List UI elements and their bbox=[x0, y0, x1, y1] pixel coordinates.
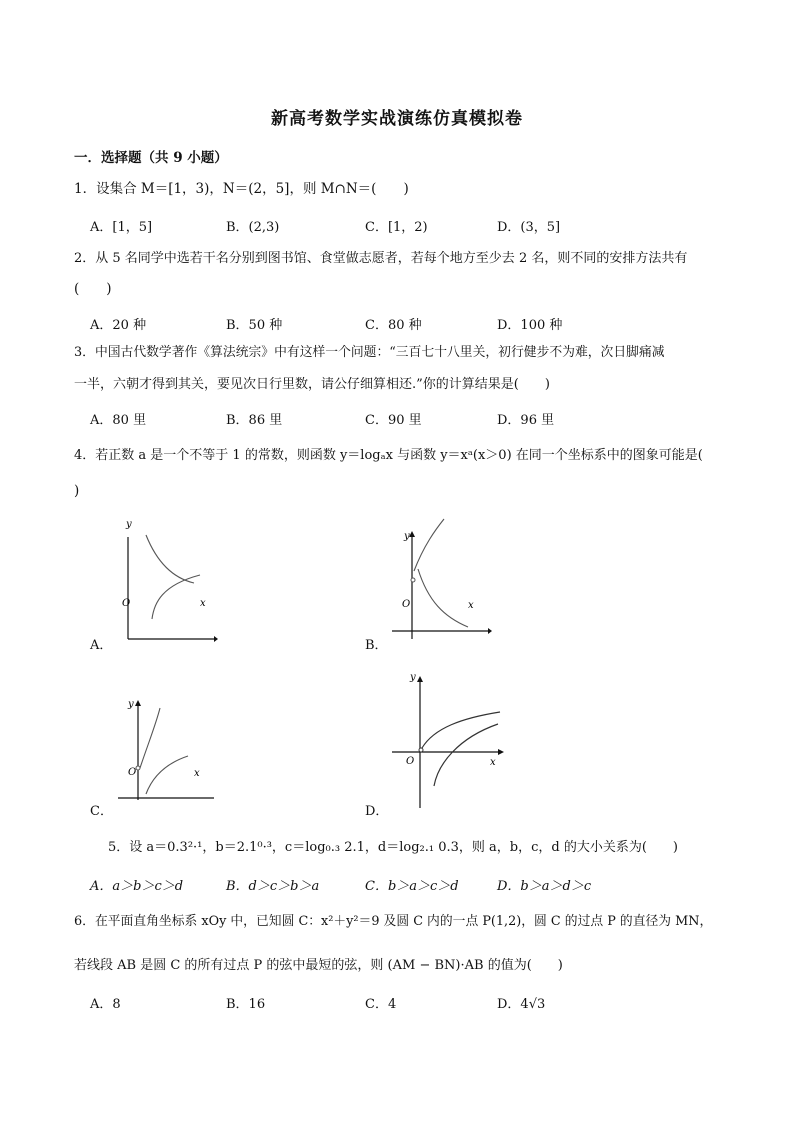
q1-option-c[interactable]: C．[1，2) bbox=[365, 220, 428, 235]
graph-d-x-label: x bbox=[490, 757, 496, 768]
graph-a-y-label: y bbox=[126, 519, 132, 530]
graph-a-origin-label: O bbox=[122, 598, 131, 609]
graph-d-origin-label: O bbox=[406, 756, 415, 767]
q5-option-b[interactable]: B．d＞c＞b＞a bbox=[226, 879, 320, 894]
q2-option-b[interactable]: B．50 种 bbox=[226, 318, 283, 333]
graph-b-label: B． bbox=[365, 638, 388, 653]
section-heading: 一．选择题（共 9 小题） bbox=[74, 150, 228, 166]
q5-option-d[interactable]: D．b＞a＞d＞c bbox=[497, 879, 592, 894]
graph-c[interactable] bbox=[118, 688, 218, 808]
q6-option-d[interactable]: D．4√3 bbox=[497, 997, 546, 1012]
q5-option-c[interactable]: C．b＞a＞c＞d bbox=[365, 879, 459, 894]
graph-b-y-label: y bbox=[404, 531, 410, 542]
graph-a[interactable] bbox=[118, 515, 218, 645]
graph-b-x-label: x bbox=[468, 600, 474, 611]
q1-option-a[interactable]: A．[1，5] bbox=[90, 220, 153, 235]
q5-option-a[interactable]: A．a＞b＞c＞d bbox=[90, 879, 184, 894]
question-6-line1: 6．在平面直角坐标系 xOy 中，已知圆 C：x²＋y²＝9 及圆 C 内的一点 P(1,2)，圆 C 的过点 P 的直径为 MN， bbox=[74, 914, 713, 929]
question-3-line2: 一半，六朝才得到其关，要见次日行里数，请公仔细算相还.”你的计算结果是( ) bbox=[74, 377, 550, 392]
q2-option-d[interactable]: D．100 种 bbox=[497, 318, 563, 333]
graph-d[interactable] bbox=[392, 668, 512, 810]
question-2-line1: 2．从 5 名同学中选若干名分别到图书馆、食堂做志愿者，若每个地方至少去 2 名，则不同的安排方法共有 bbox=[74, 251, 688, 266]
question-4-line2: ) bbox=[74, 483, 80, 499]
question-1-stem: 1．设集合 M＝[1，3)，N＝(2，5]，则 M∩N＝( ) bbox=[74, 181, 409, 197]
q1-option-b[interactable]: B．(2,3) bbox=[226, 220, 280, 235]
graph-a-label: A． bbox=[90, 638, 113, 653]
graph-d-label: D． bbox=[365, 804, 389, 819]
graph-c-x-label: x bbox=[194, 768, 200, 779]
graph-a-svg bbox=[118, 515, 218, 645]
q1-option-d[interactable]: D．(3，5] bbox=[497, 220, 561, 235]
graph-c-y-label: y bbox=[128, 699, 134, 710]
q2-option-c[interactable]: C．80 种 bbox=[365, 318, 422, 333]
q6-option-b[interactable]: B．16 bbox=[226, 997, 266, 1012]
graph-b[interactable] bbox=[392, 515, 492, 645]
q3-option-c[interactable]: C．90 里 bbox=[365, 413, 422, 428]
q3-option-b[interactable]: B．86 里 bbox=[226, 413, 283, 428]
q6-option-c[interactable]: C．4 bbox=[365, 997, 397, 1012]
page-title: 新高考数学实战演练仿真模拟卷 bbox=[271, 109, 523, 129]
question-4-line1: 4．若正数 a 是一个不等于 1 的常数，则函数 y＝logₐx 与函数 y＝xᵃ(x＞0) 在同一个坐标系中的图象可能是( bbox=[74, 448, 703, 463]
question-6-line2: 若线段 AB 是圆 C 的所有过点 P 的弦中最短的弦，则 (AM − BN)·AB 的值为( ) bbox=[74, 958, 563, 973]
question-3-line1: 3．中国古代数学著作《算法统宗》中有这样一个问题：“三百七十八里关，初行健步不为难，次日脚痛减 bbox=[74, 345, 665, 360]
graph-d-y-label: y bbox=[410, 672, 416, 683]
graph-c-label: C． bbox=[90, 804, 113, 819]
q3-option-a[interactable]: A．80 里 bbox=[90, 413, 147, 428]
graph-d-svg bbox=[392, 668, 512, 810]
graph-b-origin-label: O bbox=[402, 599, 411, 610]
graph-a-x-label: x bbox=[200, 598, 206, 609]
question-2-line2: ( ) bbox=[74, 281, 112, 297]
graph-c-origin-label: O bbox=[128, 767, 137, 778]
graph-c-svg bbox=[118, 688, 218, 808]
question-5-stem: 5．设 a＝0.3²·¹，b＝2.1⁰·³，c＝log₀.₃ 2.1，d＝log₂.₁ 0.3，则 a，b，c，d 的大小关系为( ) bbox=[108, 840, 678, 855]
q6-option-a[interactable]: A．8 bbox=[90, 997, 121, 1012]
graph-b-svg bbox=[392, 515, 492, 645]
q3-option-d[interactable]: D．96 里 bbox=[497, 413, 555, 428]
q2-option-a[interactable]: A．20 种 bbox=[90, 318, 147, 333]
